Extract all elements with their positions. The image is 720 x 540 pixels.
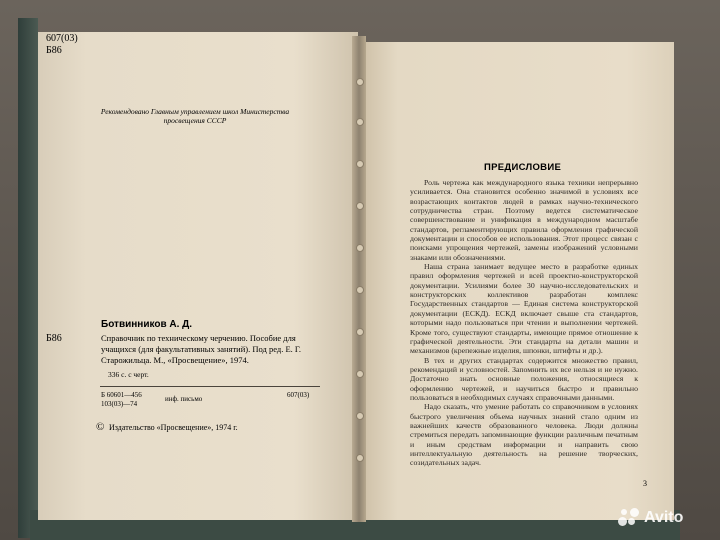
preface-title: ПРЕДИСЛОВИЕ (484, 162, 562, 173)
divider (100, 386, 320, 387)
info-letter-note: инф. письмо (165, 395, 203, 403)
binding-stitch (356, 244, 364, 252)
binding-stitch (356, 78, 364, 86)
publication-code-1: Б 60601—456 (101, 391, 142, 399)
page-number: 3 (643, 479, 647, 488)
avito-watermark (618, 506, 683, 530)
udc-code: 607(03) (46, 33, 78, 44)
copyright-icon: © (96, 421, 105, 433)
publication-code-2: 103(03)—74 (101, 400, 138, 408)
library-cipher: Б86 (46, 45, 62, 56)
binding-stitch (356, 202, 364, 210)
book-gutter (352, 36, 366, 522)
preface-paragraph: Наша страна занимает ведущее место в разработке единых правил оформления чертежей и всей проектно-конструкторской документации. Усилиями более 30 научно-исследовательских и конструкторских коллективов разработан комплекс Государственных стандартов — Единая система конструкторской документации (ЕСКД). ЕСКД включает свыше ста стандартов, которыми надо пользоваться при чтении и выполнении чертежей. Кроме того, существуют стандарты, имеющие прямое отношение к графической деятельности. Эти стандарты на детали машин и механизмов (крепежные изделия, шпонки, штифты и др.). (410, 262, 638, 356)
bibliographic-description: Справочник по техническому черчению. Пособие для учащихся (для факультативных занятий). Под ред. Е. Г. Старожильца. М., «Просвещение», 1974. (101, 333, 301, 366)
binding-stitch (356, 118, 364, 126)
left-page (38, 32, 358, 520)
library-cipher-repeat: Б86 (46, 333, 62, 344)
binding-stitch (356, 454, 364, 462)
preface-body (410, 178, 638, 468)
copyright-line: Издательство «Просвещение», 1974 г. (109, 423, 238, 432)
preface-paragraph: Роль чертежа как международного языка техники непрерывно усиливается. Она становится особенно значимой в условиях все возрастающих контактов людей в рамках научно-технического сотрудничества стран. Поэтому ведется систематическое совершенствование и унификация в международном масштабе стандартов, регламентирующих правила оформления графической документации и способов ее использования. Этот процесс связан с поисками упрощения чертежей, замены изображений условными знаками или обозначениями. (410, 178, 638, 262)
binding-stitch (356, 412, 364, 420)
page-count: 336 с. с черт. (108, 370, 149, 379)
author-name: Ботвинников А. Д. (101, 319, 193, 330)
binding-stitch (356, 370, 364, 378)
udc-code-repeat: 607(03) (287, 391, 310, 399)
book-cover-edge (18, 18, 38, 538)
recommendation-note: Рекомендовано Главным управлением школ Министерства просвещения СССР (100, 107, 290, 126)
preface-paragraph: В тех и других стандартах содержится множество правил, рекомендаций и условностей. Запомнить их все нельзя и не нужно. Достаточно знать основные положения, относящиеся к оформлению чертежей, и научиться быстро и правильно пользоваться в необходимых случаях справочными данными. (410, 355, 638, 402)
binding-stitch (356, 286, 364, 294)
binding-stitch (356, 328, 364, 336)
avito-logo-icon (618, 507, 640, 529)
binding-stitch (356, 160, 364, 168)
avito-watermark-text: Avito (644, 509, 684, 526)
preface-paragraph: Надо сказать, что умение работать со справочником в условиях быстрого увеличения объема научных знаний стало одним из важнейших качеств образованного человека. Люди должны стремиться передать запоминающие функции различным печатным и иным средствам информации и направить свою интеллектуальную деятельность на решение творческих, созидательных задач. (410, 402, 638, 468)
